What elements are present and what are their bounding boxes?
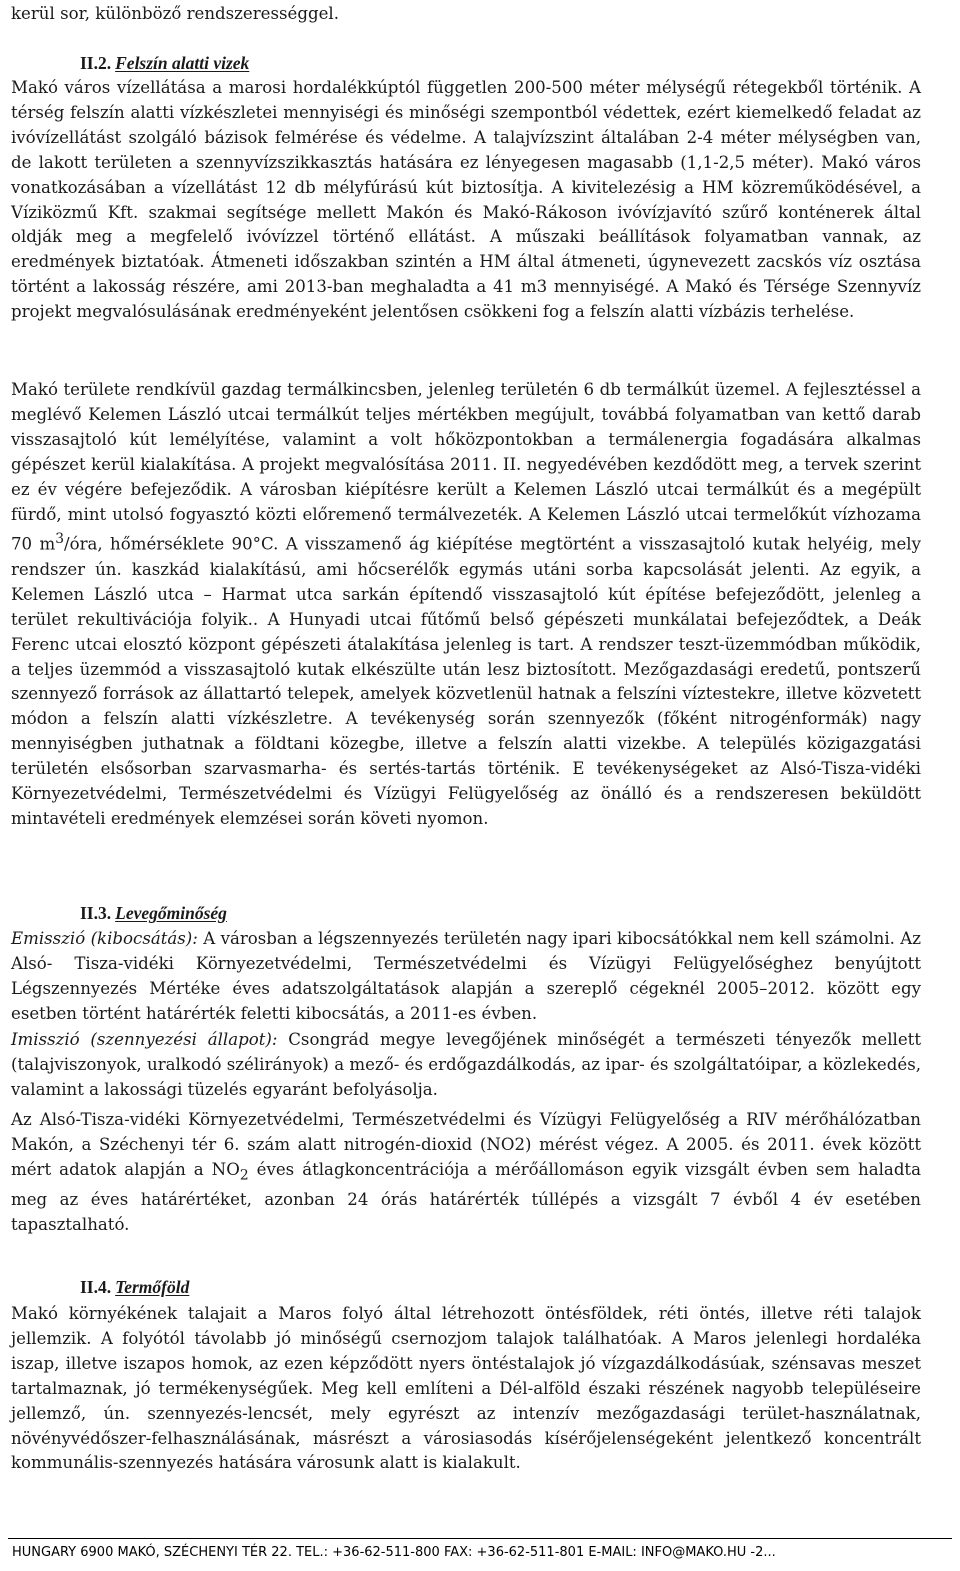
paragraph-groundwater: Makó város vízellátása a marosi hordalékkúptól független 200-500 méter mélységű rétegekből történik. A térség felszín alatti vízkészletei mennyiségi és minőségi szempontból védettek, ezért kiemelkedő feladat az ivóvízellátást szolgáló bázisok felmérése és védelme. A talajvízszint általában 2-4 méter mélységben van, de lakott területen a szennyvízszikkasztás hatására ez lényegesen magasabb (1,1-2,5 méter). Makó város vonatkozásában a vízellátást 12 db mélyfúrású kút biztosítja. A kivitelezésig a HM közreműködésével, a Víziközmű Kft. szakmai segítsége mellett Makón és Makó-Rákoson ivóvízjavító szűrő konténerek által oldják meg a megfelelő ivóvízzel történő ellátást. A műszaki beállítások folyamatban vannak, az eredmények biztatóak. Átmeneti időszakban szintén a HM által átmeneti, úgynevezett zacskós víz osztása történt a lakosság részére, ami 2013-ban meghaladta a 41 m3 mennyiségé. A Makó és Térsége Szennyvíz projekt megvalósulásának eredményeként jelentősen csökkeni fog a felszín alatti vízbázis terhelése.	[11, 78, 921, 322]
emission-text: A városban a légszennyezés területén nagy ipari kibocsátókkal nem kell számolni. Az Alsó- Tisza-vidéki Környezetvédelmi, Természetvédelmi és Vízügyi Felügyelőséghez benyújtott Légszennyezés Mértéke éves adatszolgáltatások alapján a szereplő cégeknél 2005–2012. között egy esetben történt határérték feletti kibocsátás, a 2011-es évben.	[11, 929, 921, 1023]
intro-line: kerül sor, különböző rendszerességgel.	[11, 4, 339, 23]
section-heading-surface-water	[80, 51, 249, 75]
footer-divider	[8, 1538, 952, 1539]
measure-text-a: Az Alsó-Tisza-vidéki Környezetvédelmi, Természetvédelmi és Vízügyi Felügyelőség a RIV mérőhálózatban Makón, a Széchenyi tér 6. szám alatt nitrogén-dioxid (NO2) mérést végez. A 2005. és 2011. évek között mért adatok alapján a NO	[11, 1110, 921, 1179]
section-title: Felszín alatti vizek	[115, 53, 250, 73]
section-title: Levegőminőség	[115, 903, 227, 923]
paragraph-immission	[11, 1028, 921, 1103]
emission-label: Emisszió (kibocsátás):	[11, 929, 198, 948]
immission-label: Imisszió (szennyezési állapot):	[11, 1030, 278, 1049]
section-number: II.2.	[80, 53, 112, 73]
immission-text: Csongrád megye levegőjének minőségét a természeti tényezők mellett (talajviszonyok, uralkodó szélirányok) a mező- és erdőgazdálkodás, az ipar- és szolgáltatóipar, a közlekedés, valamint a lakossági tüzelés egyaránt befolyásolja.	[11, 1030, 921, 1099]
page-footer: HUNGARY 6900 MAKÓ, SZÉCHENYI TÉR 22. TEL.: +36-62-511-800 FAX: +36-62-511-801 E-MAIL: INFO@MAKO.HU -2...	[12, 1545, 776, 1560]
section-heading-air-quality	[80, 901, 227, 925]
paragraph-thermal	[11, 378, 921, 832]
superscript-cubic: 3	[55, 531, 65, 548]
section-title: Termőföld	[115, 1277, 190, 1297]
section-heading-soil	[80, 1275, 189, 1299]
thermal-text-a: Makó területe rendkívül gazdag termálkincsben, jelenleg területén 6 db termálkút üzemel. A fejlesztéssel a meglévő Kelemen László utcai termálkút teljes mértékben megújult, továbbá folyamatban van kettő darab visszasajtoló kút lemélyítése, valamint a volt hőközpontokban a termálenergia fogadására alkalmas gépészet kerül kialakítása. A projekt megvalósítása 2011. II. negyedévében kezdődött meg, a tervek szerint ez év végére befejeződik. A városban kiépítésre került a Kelemen László utcai termálkút és a megépült fürdő, mint utolsó fogyasztó közti előremenő termálvezeték. A Kelemen László utcai termelőkút vízhozama 70 m	[11, 380, 921, 554]
paragraph-emission	[11, 927, 921, 1027]
measure-text-b: éves átlagkoncentrációja a mérőállomáson egyik vizsgált évben sem haladta meg az éves határértéket, azonban 24 órás határérték túllépés a vizsgált 7 évből 4 év esetében tapasztalható.	[11, 1159, 921, 1234]
paragraph-no2-measurement	[11, 1108, 921, 1238]
section-number: II.4.	[80, 1277, 112, 1297]
section-number: II.3.	[80, 903, 112, 923]
subscript-two: 2	[239, 1167, 249, 1184]
thermal-text-b: /óra, hőmérséklete 90°C. A visszamenő ág kiépítése megtörtént a visszasajtoló kutak helyéig, mely rendszer ún. kaszkád kialakítású, ami hőcserélők egymás utáni sorba kapcsolását jelenti. Az egyik, a Kelemen László utca – Harmat utca sarkán építendő visszasajtoló kút építése befejeződött, jelenleg a terület rekultivációja folyik.. A Hunyadi utcai fűtőmű belső gépészeti munkálatai befejeződtek, a Deák Ferenc utcai elosztó központ gépészeti átalakítása jelenleg is tart. A rendszer teszt-üzemmódban működik, a teljes üzemmód a visszasajtoló kutak elkészülte után lesz biztosított. Mezőgazdasági eredetű, pontszerű szennyező források az állattartó telepek, amelyek közvetlenül hatnak a felszíni víztestekre, illetve közvetett módon a felszín alatti vízkészletre. A tevékenység során szennyezők (főként nitrogénformák) nagy mennyiségben juthatnak a földtani közegbe, illetve a felszín alatti vizekbe. A település közigazgatási területén elsősorban szarvasmarha- és sertés-tartás történik. E tevékenységeket az Alsó-Tisza-vidéki Környezetvédelmi, Természetvédelmi és Vízügyi Felügyelőség az önálló és a rendszeresen beküldött mintavételi eredmények elemzései során követi nyomon.	[11, 534, 921, 828]
paragraph-soil: Makó környékének talajait a Maros folyó által létrehozott öntésföldek, réti öntés, illetve réti talajok jellemzik. A folyótól távolabb jó minőségű csernozjom talajok találhatóak. A Maros jelenlegi hordaléka iszap, illetve iszapos homok, az ezen képződött nyers öntéstalajok jó vízgazdálkodásúak, szénsavas meszet tartalmaznak, jó termékenységűek. Meg kell említeni a Dél-alföld északi részének nagyobb településeire jellemző, ún. szennyezés-lencsét, mely egyrészt az intenzív mezőgazdasági terület-használatnak, növényvédőszer-felhasználásának, másrészt a városiasodás kísérőjelenségeként jelentkező koncentrált kommunális-szennyezés hatására városunk alatt is kialakult.	[11, 1304, 921, 1473]
